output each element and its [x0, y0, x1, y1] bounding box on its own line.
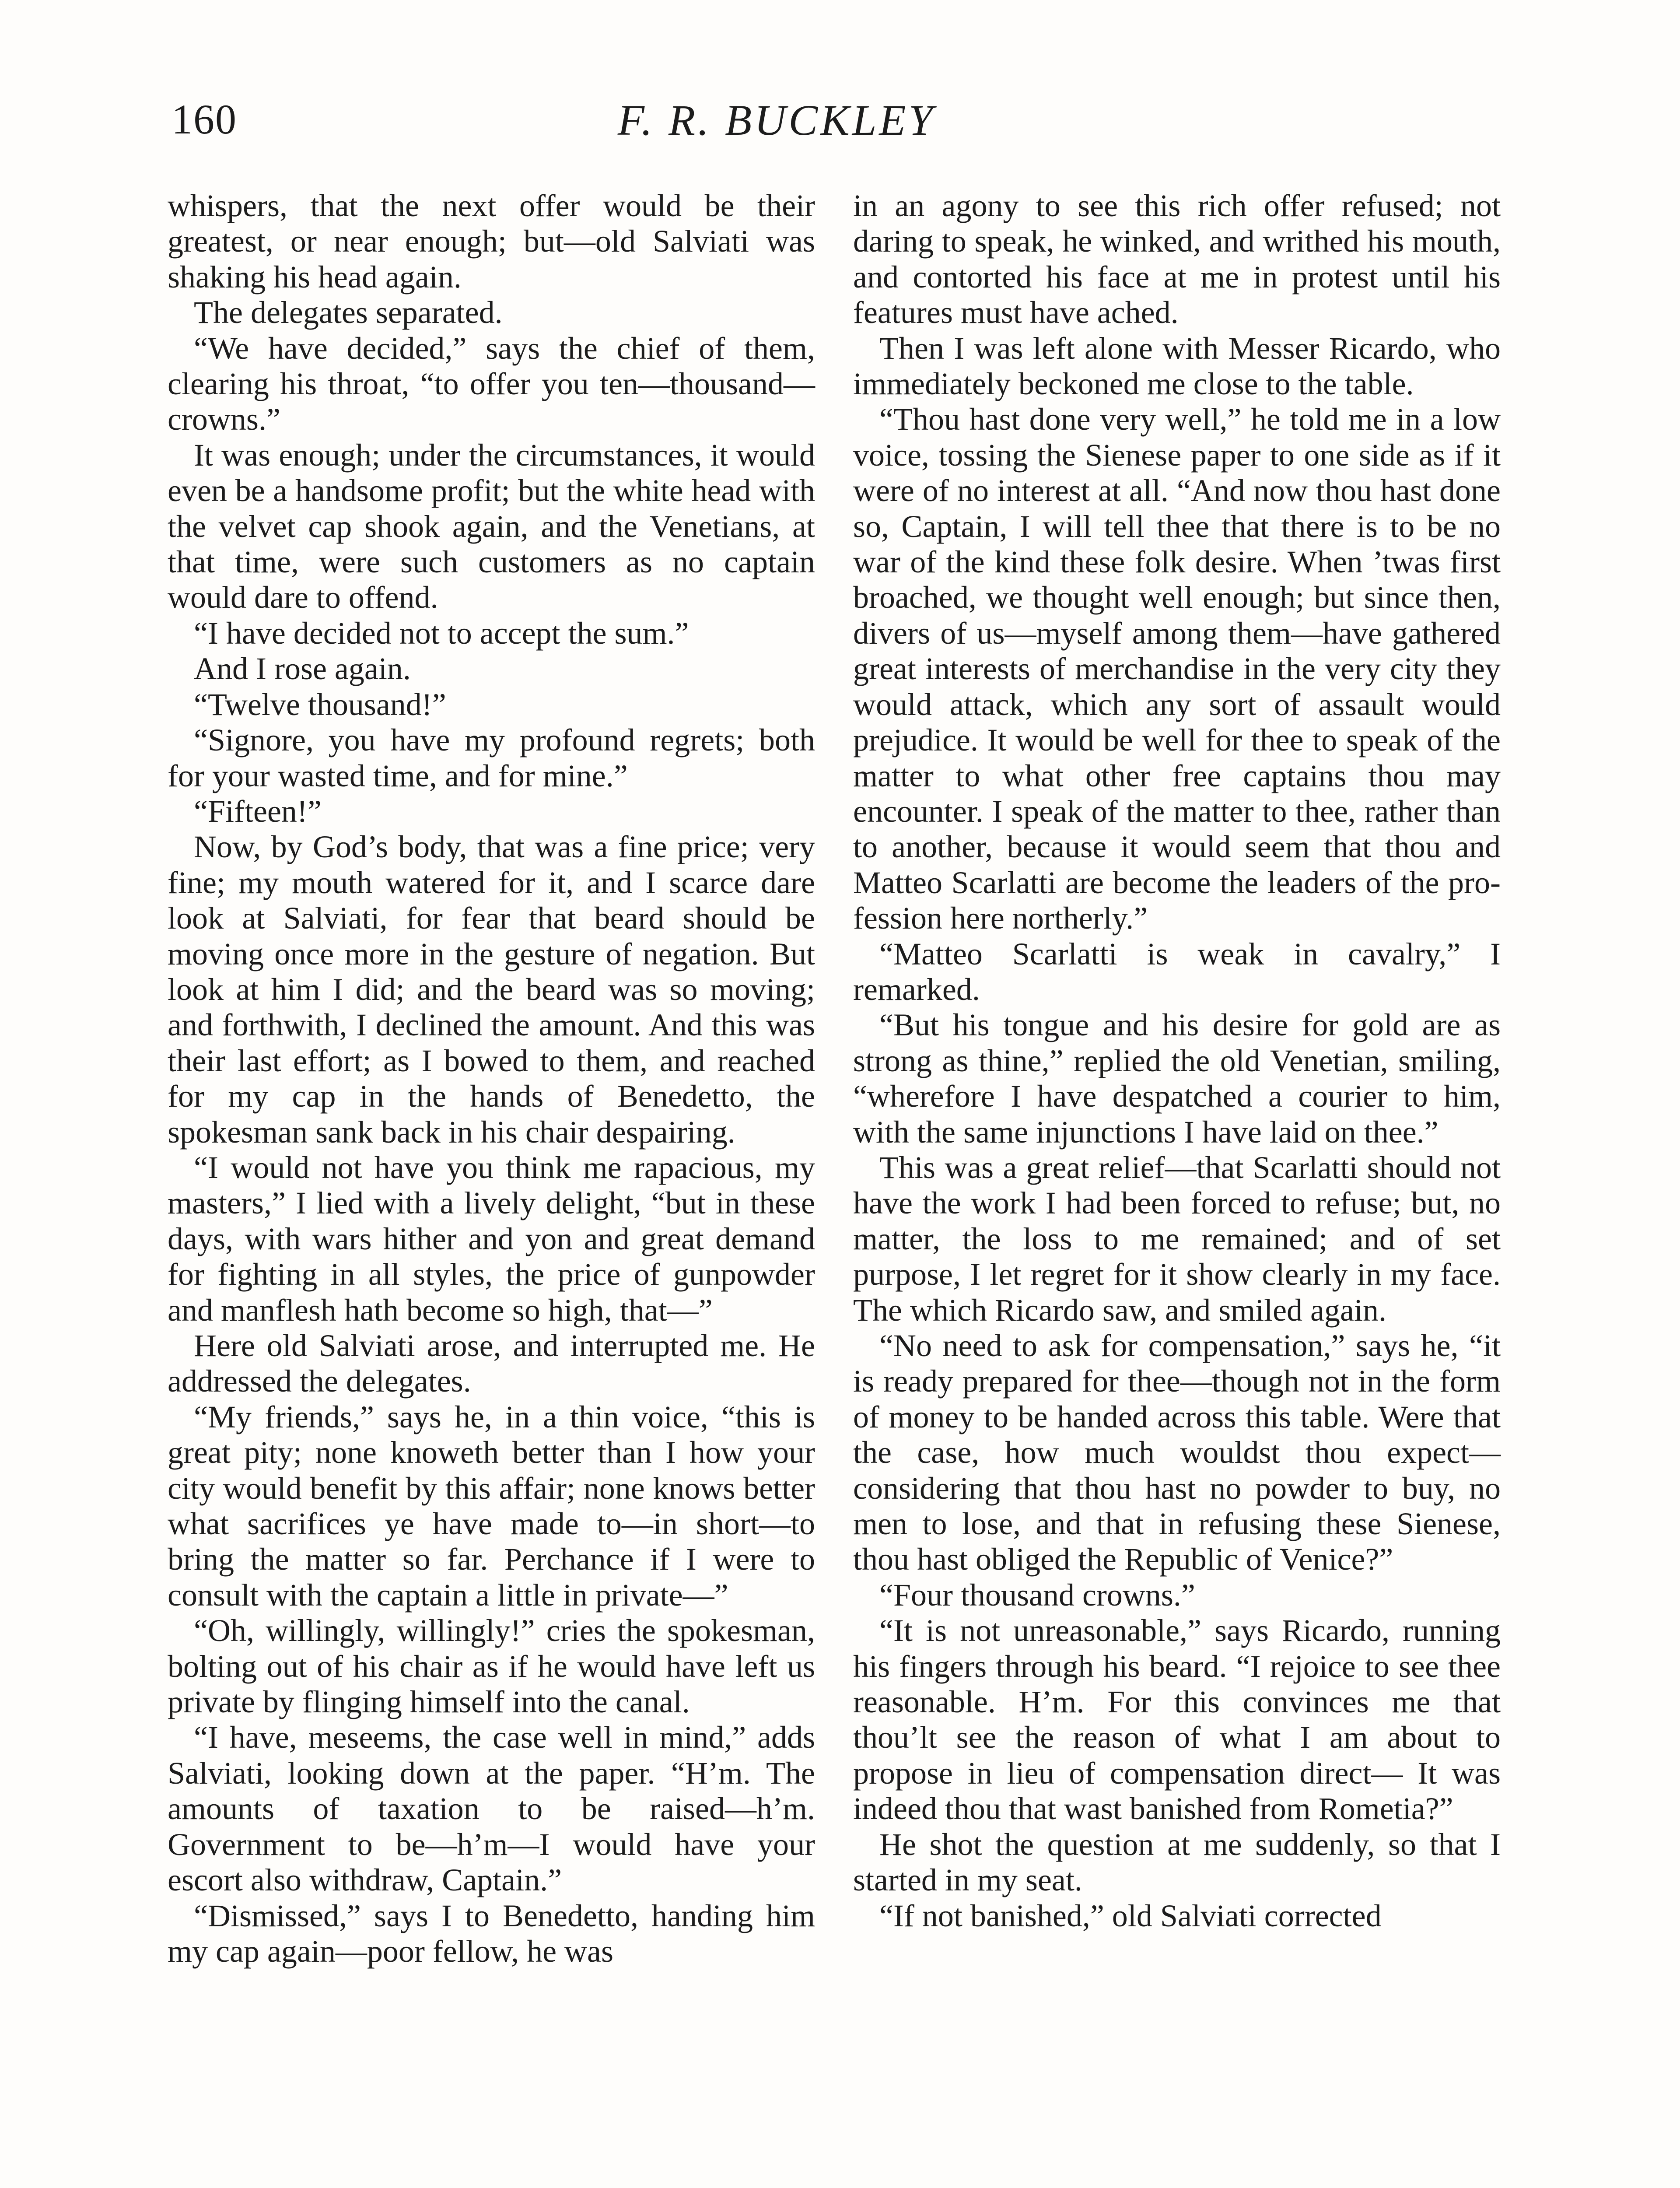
paragraph: Then I was left alone with Messer Ricardo, who immediately beckoned me close to the table. [853, 330, 1501, 402]
paragraph: “Oh, willingly, willingly!” cries the spokesman, bolting out of his chair as if he would have left us private by flinging himself into the canal. [168, 1613, 815, 1720]
paragraph: “But his tongue and his desire for gold are as strong as thine,” replied the old Venetian, smiling, “wherefore I have despatched a courier to him, with the same injunctions I have laid on thee.” [853, 1007, 1501, 1150]
paragraph: And I rose again. [194, 651, 411, 687]
paragraph: “I would not have you think me rapacious, my masters,” I lied with a lively delight, “but in these days, with wars hither and yon and great demand for fighting in all styles, the price of gunpowder and manflesh hath become so high, that—” [168, 1150, 815, 1328]
page-number: 160 [172, 96, 237, 143]
paragraph: “Matteo Scarlatti is weak in cavalry,” I remarked. [853, 936, 1501, 1007]
paragraph: in an agony to see this rich offer refused; not daring to speak, he winked, and writhed his mouth, and contorted his face at me in protest until his features must have ached. [853, 188, 1501, 330]
paragraph: The delegates separated. [194, 295, 503, 330]
paragraph: “Thou hast done very well,” he told me in a low voice, tossing the Sienese paper to one side as if it were of no interest at all. “And now thou hast done so, Captain, I will tell thee that there is to be no war of the kind these folk desire. When ’twas first broached, we thought well enough; but since then, divers of us—myself among them—have gathered great interests of merchandise in the very city they would attack, which any sort of assault would prejudice. It would be well for thee to speak of the matter to what other free captains thou may encounter. I speak of the matter to thee, rather than to another, because it would seem that thou and Matteo Scarlatti are become the leaders of the profession here northerly.” [853, 402, 1501, 936]
paragraph: “I have decided not to accept the sum.” [194, 615, 689, 651]
paragraph: Here old Salviati arose, and interrupted me. He addressed the delegates. [168, 1328, 815, 1399]
paragraph: “Fifteen!” [194, 793, 322, 829]
paragraph: “Signore, you have my profound regrets; both for your wasted time, and for mine.” [168, 722, 815, 793]
running-head: F. R. BUCKLEY [617, 96, 936, 144]
paragraph: It was enough; under the circumstances, it would even be a handsome profit; but the white head with the velvet cap shook again, and the Venetians, at that time, were such customers as no captain would dare to offend. [168, 437, 815, 615]
paragraph: “Dismissed,” says I to Benedetto, handing him my cap again—poor fellow, he was [168, 1898, 815, 1969]
paragraph: “We have decided,” says the chief of them, clearing his throat, “to offer you ten—thousand—crowns.” [168, 330, 815, 437]
paragraph: Now, by God’s body, that was a fine price; very fine; my mouth watered for it, and I scarce dare look at Salviati, for fear that beard should be moving once more in the gesture of negation. But look at him I did; and the beard was so moving; and forthwith, I declined the amount. And this was their last effort; as I bowed to them, and reached for my cap in the hands of Benedetto, the spokesman sank back in his chair despairing. [168, 829, 815, 1150]
paragraph: “My friends,” says he, in a thin voice, “this is great pity; none knoweth better than I how your city would benefit by this affair; none knows better what sacrifices ye have made to—in short—to bring the matter so far. Perchance if I were to consult with the captain a little in private—” [168, 1399, 815, 1613]
left-text-column [168, 188, 815, 1969]
paragraph: “If not banished,” old Salviati corrected [879, 1898, 1382, 1933]
paragraph: “Twelve thousand!” [194, 687, 446, 722]
paragraph: “Four thousand crowns.” [879, 1577, 1195, 1613]
paragraph: “It is not unreasonable,” says Ricardo, running his fingers through his beard. “I rejoice to see thee reasonable. H’m. For this convinces me that thou’lt see the reason of what I am about to propose in lieu of compensation direct— It was indeed thou that wast banished from Rometia?” [853, 1613, 1501, 1827]
right-text-column [853, 188, 1501, 1934]
paragraph: “I have, meseems, the case well in mind,” adds Salviati, looking down at the paper. “H’m. The amounts of taxation to be raised—h’m. Government to be—h’m—I would have your escort also withdraw, Captain.” [168, 1720, 815, 1898]
paragraph: He shot the question at me suddenly, so that I started in my seat. [853, 1827, 1501, 1898]
paragraph: This was a great relief—that Scarlatti should not have the work I had been forced to refuse; but, no matter, the loss to me remained; and of set purpose, I let regret for it show clearly in my face. The which Ricardo saw, and smiled again. [853, 1150, 1501, 1328]
paragraph: whispers, that the next offer would be their greatest, or near enough; but—old Salviati was shaking his head again. [168, 188, 815, 295]
paragraph: “No need to ask for compensation,” says he, “it is ready prepared for thee—though not in the form of money to be handed across this table. Were that the case, how much wouldst thou expect—considering that thou hast no powder to buy, no men to lose, and that in refusing these Sienese, thou hast obliged the Republic of Venice?” [853, 1328, 1501, 1577]
